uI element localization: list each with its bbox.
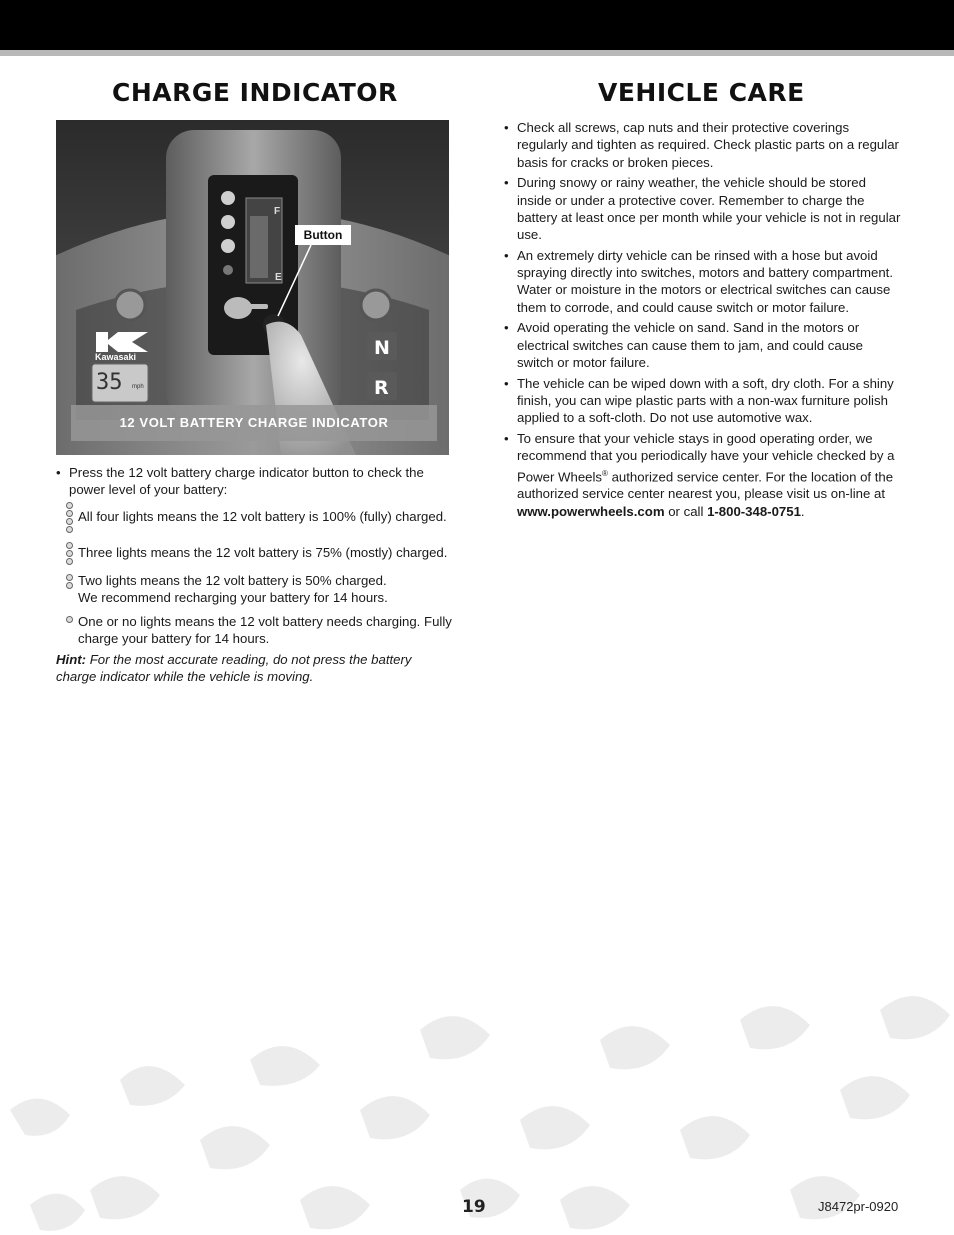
hint-label: Hint: bbox=[56, 652, 87, 667]
speed-readout: 35 bbox=[96, 370, 123, 395]
charge-intro bbox=[56, 464, 436, 499]
gear-n-label: N bbox=[374, 337, 390, 359]
care-item: • The vehicle can be wiped down with a soft, dry cloth. For a shiny finish, you can wipe plastic parts with a non-wax furniture polish applied to a soft-cloth. Do not use automotive wax. bbox=[504, 375, 902, 427]
two-lights-icon bbox=[66, 574, 73, 589]
service-text-b: authorized service center. For the location of the authorized service center nearest you, please visit us on-line at bbox=[517, 468, 894, 502]
website-link[interactable]: www.powerwheels.com bbox=[517, 503, 665, 519]
charge-intro-line1: Press the 12 volt battery charge indicator button to check the bbox=[69, 465, 424, 480]
charge-intro-line2: power level of your battery: bbox=[69, 482, 228, 498]
fuel-full-label: F bbox=[274, 206, 281, 217]
speed-unit: mph bbox=[132, 384, 144, 390]
four-lights-icon bbox=[66, 502, 73, 533]
vehicle-care-heading: VEHICLE CARE bbox=[598, 78, 805, 107]
two-lights-text bbox=[78, 572, 388, 607]
button-callout-label: Button bbox=[295, 225, 351, 245]
service-text-a: To ensure that your vehicle stays in good operating order, we recommend that you periodically have your vehicle checked by a Power Wheels bbox=[517, 431, 895, 484]
service-text-d: . bbox=[800, 503, 805, 519]
registered-mark: ® bbox=[602, 468, 608, 478]
service-text-c: or call bbox=[664, 503, 708, 519]
three-lights-text: Three lights means the 12 volt battery is 75% (mostly) charged. bbox=[78, 545, 448, 560]
four-lights-text: All four lights means the 12 volt battery is 100% (fully) charged. bbox=[78, 509, 447, 524]
hint-note bbox=[56, 651, 446, 686]
one-light-line2: charge your battery for 14 hours. bbox=[78, 631, 270, 647]
document-code: J8472pr-0920 bbox=[818, 1199, 899, 1214]
two-lights-line2: We recommend recharging your battery for 14 hours. bbox=[78, 590, 388, 606]
charge-instructions bbox=[56, 464, 436, 499]
one-light-text bbox=[78, 613, 452, 648]
photo-caption: 12 VOLT BATTERY CHARGE INDICATOR bbox=[71, 405, 437, 441]
care-item: • Avoid operating the vehicle on sand. Sand in the motors or electrical switches can cause them to jam, and could cause switch or motor failure. bbox=[504, 319, 902, 371]
page-number: 19 bbox=[462, 1197, 486, 1217]
fuel-empty-label: E bbox=[275, 272, 282, 283]
care-item: • Check all screws, cap nuts and their protective coverings regularly and tighten as required. Check plastic parts on a regular basis for cracks or broken pieces. bbox=[504, 119, 902, 171]
header-bar bbox=[0, 0, 954, 50]
care-item-service bbox=[504, 430, 902, 520]
vehicle-care-list bbox=[504, 119, 902, 523]
phone-number: 1-800-348-0751 bbox=[707, 503, 801, 519]
header-stripe bbox=[0, 50, 954, 56]
care-item: • During snowy or rainy weather, the vehicle should be stored inside or under a protective cover. Remember to charge the battery at least once per month while your vehicle is not in regular use. bbox=[504, 174, 902, 243]
care-item: • An extremely dirty vehicle can be rinsed with a hose but avoid spraying directly into switches, motors and battery compartment. Water or moisture in the motors or electrical switches can cause them to corrode, and could cause switch or motor failure. bbox=[504, 247, 902, 316]
hint-text: For the most accurate reading, do not press the battery charge indicator while the vehicle is moving. bbox=[56, 652, 412, 685]
one-light-icon bbox=[66, 616, 73, 623]
one-light-line1: One or no lights means the 12 volt battery needs charging. Fully bbox=[78, 614, 452, 629]
charge-indicator-heading: CHARGE INDICATOR bbox=[112, 78, 398, 107]
brand-label: Kawasaki bbox=[95, 352, 137, 362]
three-lights-icon bbox=[66, 542, 73, 565]
gear-r-label: R bbox=[374, 377, 389, 399]
two-lights-line1: Two lights means the 12 volt battery is 50% charged. bbox=[78, 573, 387, 588]
